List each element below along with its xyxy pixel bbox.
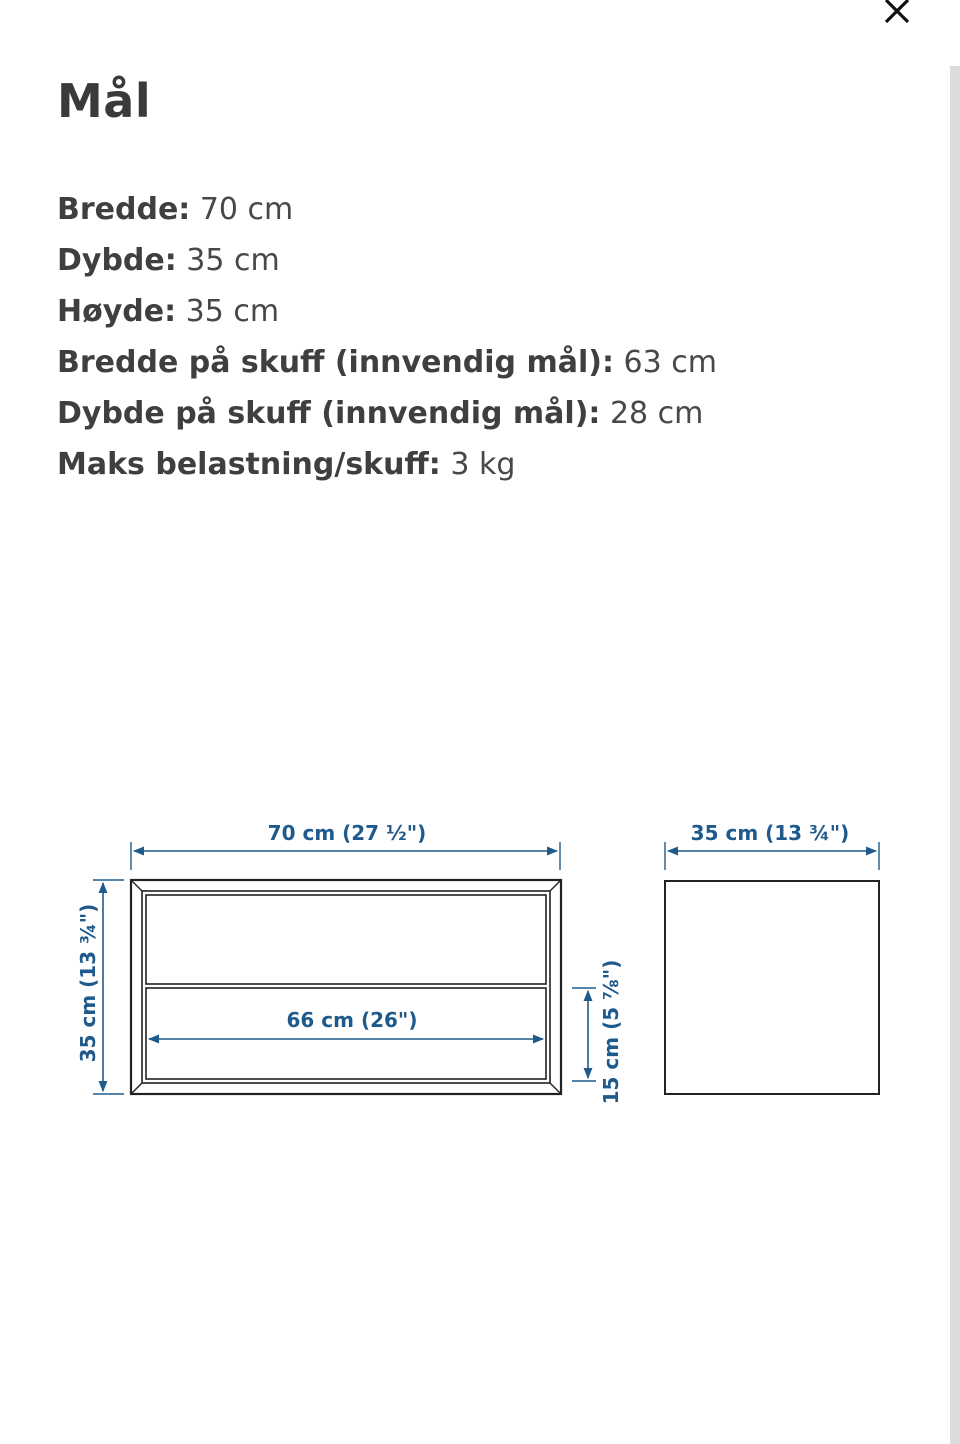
drawer-height-label: 15 cm (5 ⅞") <box>599 959 623 1105</box>
spec-value: 63 cm <box>613 345 717 380</box>
dimension-diagram <box>0 800 960 1140</box>
spec-label: Maks belastning/skuff: <box>57 447 441 482</box>
drawer-top <box>146 895 546 984</box>
drawer-height-dimension <box>572 960 623 1105</box>
scrollbar[interactable] <box>950 66 960 1444</box>
front-view-cabinet <box>131 880 561 1094</box>
height-label: 35 cm (13 ¾") <box>76 903 100 1063</box>
height-dimension <box>76 880 124 1094</box>
spec-row-depth <box>57 235 717 286</box>
spec-label: Bredde: <box>57 192 191 227</box>
spec-value: 70 cm <box>190 192 294 227</box>
drawer-width-label: 66 cm (26") <box>286 1008 418 1032</box>
drawer-width-dimension <box>149 1008 543 1039</box>
close-icon <box>876 0 916 26</box>
spec-row-max-load <box>57 439 717 490</box>
spec-label: Høyde: <box>57 294 177 329</box>
width-label: 70 cm (27 ½") <box>267 821 427 845</box>
side-view-cabinet <box>665 881 879 1094</box>
spec-label: Dybde på skuff (innvendig mål): <box>57 396 601 431</box>
width-dimension <box>131 821 560 870</box>
spec-value: 35 cm <box>176 243 280 278</box>
spec-label: Dybde: <box>57 243 177 278</box>
spec-row-drawer-depth <box>57 388 717 439</box>
spec-label: Bredde på skuff (innvendig mål): <box>57 345 614 380</box>
page-title: Mål <box>57 74 152 128</box>
drawer-bottom <box>146 988 546 1079</box>
close-button[interactable] <box>876 0 916 26</box>
spec-value: 3 kg <box>440 447 516 482</box>
spec-value: 35 cm <box>176 294 280 329</box>
spec-value: 28 cm <box>600 396 704 431</box>
depth-dimension <box>665 821 879 870</box>
spec-row-width <box>57 184 717 235</box>
depth-label: 35 cm (13 ¾") <box>690 821 850 845</box>
spec-list <box>57 184 717 490</box>
spec-row-drawer-width <box>57 337 717 388</box>
spec-row-height <box>57 286 717 337</box>
